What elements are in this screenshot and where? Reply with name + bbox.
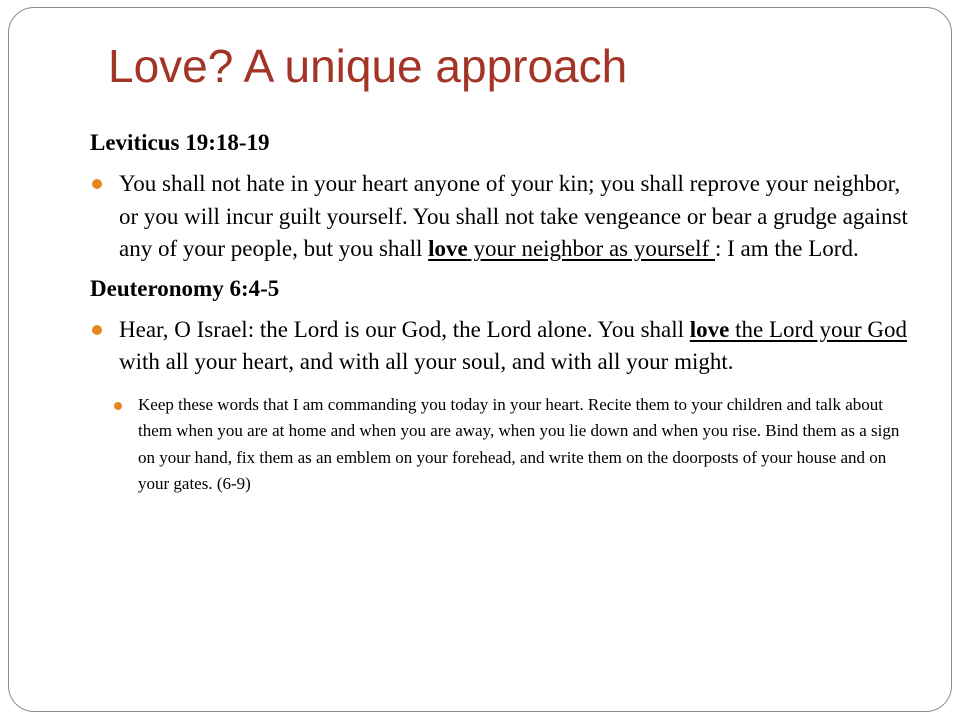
paragraph-deuteronomy-underlined-text: the Lord your God [729,316,907,342]
slide-title: Love? A unique approach [108,40,628,92]
section-heading-leviticus: Leviticus 19:18-19 [90,130,270,155]
paragraph-deuteronomy [90,314,920,379]
bullet-icon [92,325,102,335]
section-heading-deuteronomy: Deuteronomy 6:4-5 [90,275,280,301]
subparagraph-deuteronomy [138,392,908,498]
paragraph-deuteronomy-text-before: Hear, O Israel: the Lord is our God, the Lord alone. You shall [119,316,690,342]
paragraph-leviticus-emphasis-love: love [428,236,468,261]
paragraph-leviticus-underlined-text: your neighbor as yourself [467,236,715,261]
bullet-icon [92,179,102,189]
paragraph-leviticus-text-after: : I am the Lord. [714,236,859,261]
slide-content [90,128,920,498]
sub-bullet-icon [114,402,122,410]
paragraph-deuteronomy-text-after: with all your heart, and with all your soul, and with all your might. [119,349,734,374]
paragraph-leviticus-text-before: You shall not hate in your heart anyone of your kin; you shall reprove your neighbor, or you will incur guilt yourself. You shall not take vengeance or bear a grudge against any of your people, but you shall [119,171,908,261]
paragraph-leviticus [90,168,920,266]
paragraph-deuteronomy-emphasis-love: love [689,316,730,342]
subparagraph-deuteronomy-text: Keep these words that I am commanding you today in your heart. Recite them to your children and talk about them when you are at home and when you are away, when you lie down and when you rise. Bind them as a sign on your hand, fix them as an emblem on your forehead, and write them on the doorposts of your house and on your gates. (6-9) [138,394,900,493]
